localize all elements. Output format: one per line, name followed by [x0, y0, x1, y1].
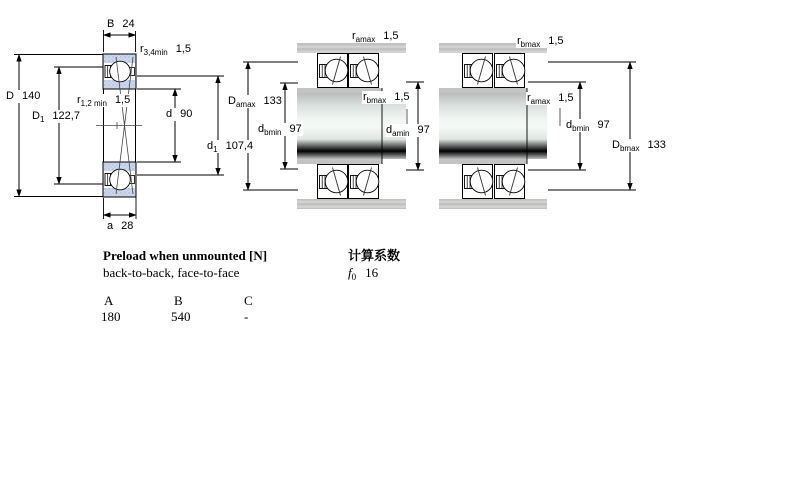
dim-label-rbmax-a: $r_{bmax}$ 1,5	[363, 91, 410, 105]
dim-label-d: d 90	[166, 108, 193, 120]
shaft-shoulder-bottom	[297, 159, 382, 164]
dim-label-d1: $d_1$ 107,4	[207, 140, 254, 154]
dim-label-r12min: $r_{1,2 min}$ 1,5	[77, 94, 131, 108]
ball-top	[110, 61, 131, 82]
preload-value-A: 180	[101, 309, 121, 324]
dim-label-Damax: $D_{amax}$ 133	[228, 95, 282, 109]
preload-title: Preload when unmounted [N]	[103, 248, 268, 263]
shaft-shoulder-top	[439, 88, 527, 93]
preload-col-B: B	[174, 293, 183, 308]
dim-label-damin: $d_{amin}$ 97	[386, 124, 430, 138]
dim-label-r34min: $r_{3,4min}$ 1,5	[140, 43, 191, 57]
dim-d	[137, 89, 181, 162]
dim-label-Dbmax: $D_{bmax}$ 133	[612, 139, 666, 153]
shaft-shoulder-bottom	[439, 159, 527, 164]
dim-B	[104, 30, 136, 52]
bearing-cell	[318, 165, 348, 199]
calc-factor-title: 计算系数	[348, 248, 401, 263]
dim-label-ramax-b: $r_{amax}$ 1,5	[527, 92, 574, 106]
dim-label-B: B 24	[107, 18, 135, 30]
preload-col-A: A	[104, 293, 114, 308]
dim-label-ramax-a: $r_{amax}$ 1,5	[352, 30, 399, 44]
dim-label-rbmax-b: $r_{bmax}$ 1,5	[517, 35, 564, 49]
bearing-cell	[463, 54, 493, 88]
dim-label-D: D 140	[6, 90, 41, 102]
bearing-cell	[463, 165, 493, 199]
bearing-cell	[495, 54, 525, 88]
bearing-cell	[495, 165, 525, 199]
dim-D1	[54, 67, 103, 184]
dim-label-D1: $D_1$ 122,7	[32, 110, 80, 124]
dim-label-dbmin-a: $d_{bmin}$ 97	[258, 123, 302, 137]
preload-col-C: C	[244, 293, 253, 308]
dim-label-dbmin-b: $d_{bmin}$ 97	[566, 119, 610, 133]
bearing-cell	[349, 54, 379, 88]
dim-label-a: a 28	[107, 220, 134, 232]
dim-d1	[137, 76, 224, 175]
housing-bottom	[297, 199, 406, 209]
preload-value-C: -	[244, 309, 249, 324]
housing-top	[297, 43, 406, 53]
diagram-single-bearing	[14, 30, 224, 219]
calc-factor-value: $f_0$ 16	[348, 265, 379, 282]
bearing-cell	[349, 165, 379, 199]
preload-subtitle: back-to-back, face-to-face	[103, 265, 240, 280]
housing-bottom	[439, 199, 547, 209]
ball-bottom	[110, 169, 131, 190]
bearing-cell	[318, 54, 348, 88]
preload-value-B: 540	[171, 309, 191, 324]
